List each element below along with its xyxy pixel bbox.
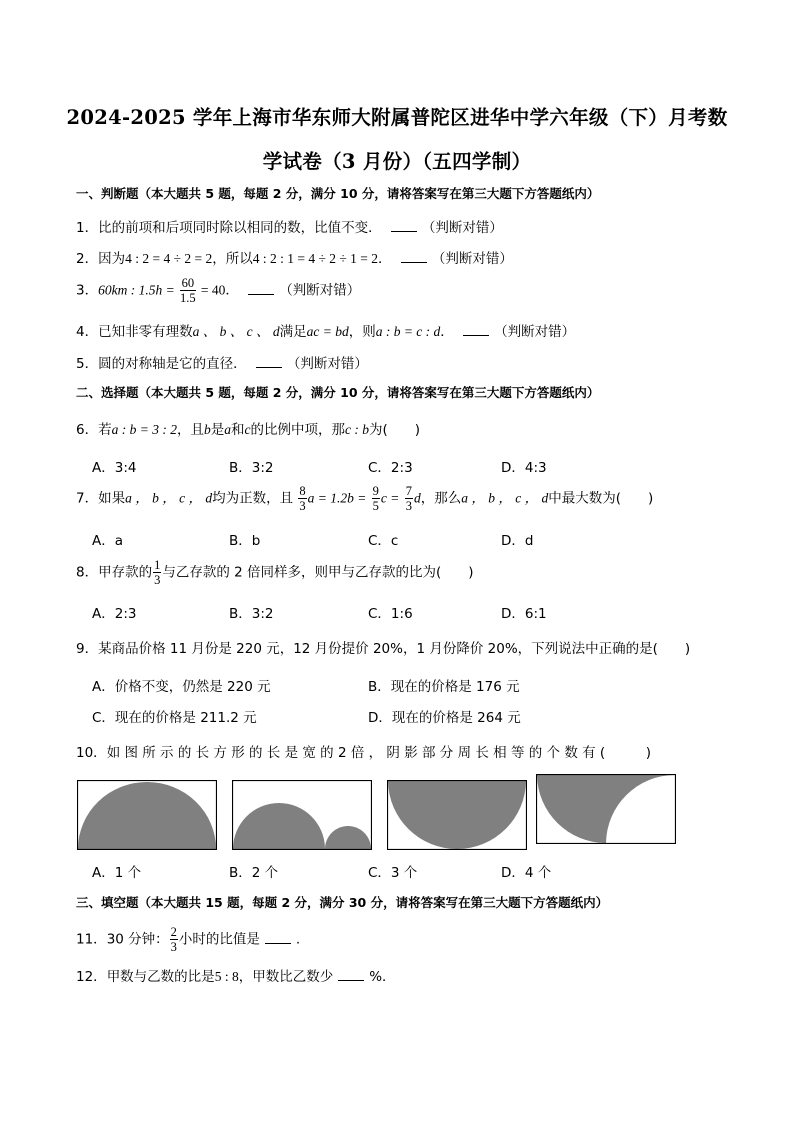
question-5: 5．圆的对称轴是它的直径． （判断对错） xyxy=(76,356,368,372)
option-a[interactable]: A．3:4 xyxy=(92,460,137,476)
figure-diagonal-quarter-circles xyxy=(536,774,676,844)
judge-tag: （判断对错） xyxy=(286,356,368,372)
shaded-region xyxy=(606,775,675,843)
option-c[interactable]: C．1:6 xyxy=(368,606,413,622)
option-c[interactable]: C．c xyxy=(368,533,399,549)
fraction: $\frac{7}{3}$ xyxy=(405,484,412,513)
math-expression: 60km : 1.5h = xyxy=(98,282,175,298)
shaded-region xyxy=(388,781,526,849)
figure-two-quarter-circles xyxy=(387,780,527,850)
answer-blank[interactable] xyxy=(401,252,427,263)
option-c[interactable]: C．3 个 xyxy=(368,865,418,881)
question-12: 12．甲数与乙数的比是5 : 8，甲数比乙数少 %． xyxy=(76,969,396,985)
option-d[interactable]: D．4 个 xyxy=(501,865,552,881)
judge-tag: （判断对错） xyxy=(421,220,503,236)
question-11: 11．30 分钟： $\frac{2}{3}$ 小时的比值是 . xyxy=(76,925,301,954)
judge-tag: （判断对错） xyxy=(431,251,513,267)
option-d[interactable]: D．4:3 xyxy=(501,460,547,476)
question-6: 6．若a : b = 3 : 2，且b是a和c的比例中项，那c : b为( ) xyxy=(76,422,420,438)
option-a[interactable]: A．a xyxy=(92,533,124,549)
section-judge-heading: 一、判断题（本大题共 5 题，每题 2 分，满分 10 分，请将答案写在第三大题下方答题纸内） xyxy=(76,186,600,201)
option-c[interactable]: C．2:3 xyxy=(368,460,413,476)
question-text: 比的前项和后项同时除以相同的数，比值不变． xyxy=(98,220,382,236)
option-d[interactable]: D．d xyxy=(501,533,534,549)
option-b[interactable]: B．3:2 xyxy=(229,606,274,622)
shaded-region xyxy=(537,775,606,843)
answer-blank[interactable] xyxy=(463,325,489,336)
question-9: 9．某商品价格 11 月份是 220 元，12 月份提价 20%，1 月份降价 20%，下列说法中正确的是( ) xyxy=(76,641,691,657)
answer-blank[interactable] xyxy=(338,970,364,981)
exam-title-line1: 2024-2025 学年上海市华东师大附属普陀区进华中学六年级（下）月考数 xyxy=(66,106,728,129)
exam-title-line2: 学试卷（3 月份）（五四学制） xyxy=(262,150,532,173)
question-10: 10．如 图 所 示 的 长 方 形 的 长 是 宽 的 2 倍 ， 阴 影 部 分 周 长 相 等 的 个 数 有 ( ) xyxy=(76,745,651,761)
judge-tag: （判断对错） xyxy=(279,282,361,299)
question-7: 7．如果a ， b ， c ， d均为正数，且 $\frac{8}{3}$ a = 1.2b = $\frac{9}{5}$ c = $\frac{7}{3}$ d，那么a ， b ， c ， d中最大数为( ) xyxy=(76,484,654,513)
shaded-region xyxy=(233,803,325,849)
option-b[interactable]: B．2 个 xyxy=(229,865,279,881)
option-d[interactable]: D．6:1 xyxy=(501,606,547,622)
fraction: $\frac{60}{1.5}$ xyxy=(180,276,196,305)
question-4: 4．已知非零有理数a 、 b 、 c 、 d满足ac = bd，则a : b = c : d． （判断对错） xyxy=(76,324,576,340)
figure-large-semicircle xyxy=(77,780,217,850)
answer-blank[interactable] xyxy=(265,933,291,944)
shaded-region xyxy=(78,782,216,849)
question-2: 2．因为4 : 2 = 4 ÷ 2 = 2，所以4 : 2 : 1 = 4 ÷ 2 ÷ 1 = 2． （判断对错） xyxy=(76,251,513,267)
figure-two-semicircles xyxy=(232,780,372,850)
question-3: 3．60km : 1.5h = $\frac{60}{1.5}$ = 40． （判断对错） xyxy=(76,276,361,305)
section-choice-heading: 二、选择题（本大题共 5 题，每题 2 分，满分 10 分，请将答案写在第三大题下方答题纸内） xyxy=(76,385,600,400)
question-8: 8．甲存款的 $\frac{1}{3}$ 与乙存款的 2 倍同样多，则甲与乙存款的比为( ) xyxy=(76,558,474,587)
question-number: 1． xyxy=(76,220,99,236)
option-a[interactable]: A．2:3 xyxy=(92,606,137,622)
fraction: $\frac{1}{3}$ xyxy=(154,558,161,587)
option-a[interactable]: A．1 个 xyxy=(92,865,142,881)
math-expression: 4 : 2 = 4 ÷ 2 = 2 xyxy=(125,251,213,266)
option-d[interactable]: D．现在的价格是 264 元 xyxy=(368,710,521,726)
option-c[interactable]: C．现在的价格是 211.2 元 xyxy=(92,710,257,726)
option-a[interactable]: A．价格不变，仍然是 220 元 xyxy=(92,679,271,695)
judge-tag: （判断对错） xyxy=(494,324,576,340)
fraction: $\frac{2}{3}$ xyxy=(170,925,177,954)
math-expression: 4 : 2 : 1 = 4 ÷ 2 ÷ 1 = 2 xyxy=(252,251,379,266)
option-b[interactable]: B．b xyxy=(229,533,261,549)
answer-blank[interactable] xyxy=(391,221,417,232)
fraction: $\frac{8}{3}$ xyxy=(299,484,306,513)
question-1 xyxy=(76,216,503,236)
answer-blank[interactable] xyxy=(256,357,282,368)
answer-blank[interactable] xyxy=(248,284,274,295)
option-b[interactable]: B．3:2 xyxy=(229,460,274,476)
section-fill-heading: 三、填空题（本大题共 15 题，每题 2 分，满分 30 分，请将答案写在第三大题下方答题纸内） xyxy=(76,895,609,910)
shaded-region xyxy=(325,826,371,849)
option-b[interactable]: B．现在的价格是 176 元 xyxy=(368,679,520,695)
fraction: $\frac{9}{5}$ xyxy=(372,484,379,513)
